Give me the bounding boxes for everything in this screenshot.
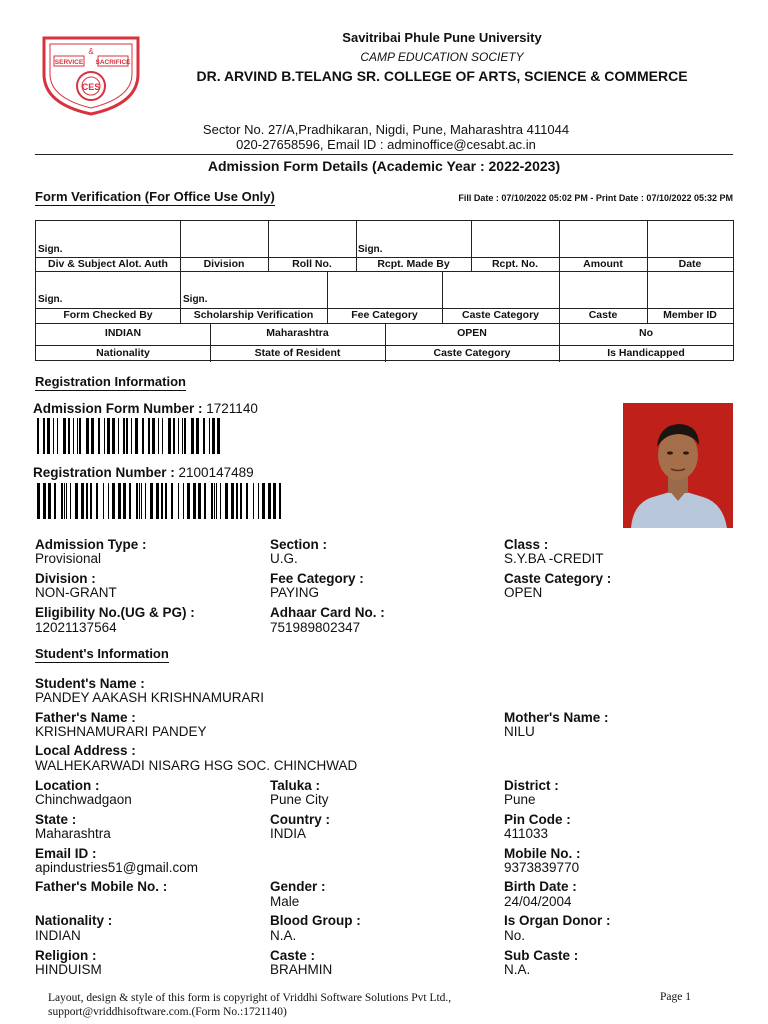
email-label: Email ID : bbox=[35, 846, 97, 861]
barcode-bar bbox=[68, 418, 70, 454]
col-label: Caste Category bbox=[461, 309, 540, 321]
col-label: Date bbox=[678, 258, 702, 270]
barcode-bar bbox=[178, 418, 179, 454]
eligibility-value: 12021137564 bbox=[35, 620, 117, 635]
registration-number bbox=[33, 465, 254, 480]
state-field-value: Maharashtra bbox=[35, 826, 111, 841]
barcode-bar bbox=[178, 483, 179, 519]
verification-title: Form Verification (For Office Use Only) bbox=[35, 189, 275, 204]
local-address-label: Local Address : bbox=[35, 743, 136, 758]
col-label: Fee Category bbox=[351, 309, 418, 321]
university-name: Savitribai Phule Pune University bbox=[342, 30, 542, 45]
barcode-bar bbox=[104, 418, 105, 454]
col-label: Caste Category bbox=[433, 347, 511, 359]
barcode-bar bbox=[187, 483, 190, 519]
barcode-bar bbox=[75, 483, 78, 519]
father-name-label: Father's Name : bbox=[35, 710, 136, 725]
student-name-value: PANDEY AAKASH KRISHNAMURARI bbox=[35, 690, 265, 705]
barcode-bar bbox=[123, 483, 126, 519]
admission-form-label: Admission Form Number : bbox=[33, 401, 203, 416]
barcode-bar bbox=[145, 483, 146, 519]
barcode-bar bbox=[126, 418, 128, 454]
nationality-field-value: INDIAN bbox=[35, 928, 81, 943]
admission-type-label: Admission Type : bbox=[35, 537, 147, 552]
registration-label: Registration Number : bbox=[33, 465, 175, 480]
col-label: Form Checked By bbox=[63, 309, 153, 321]
barcode-bar bbox=[61, 483, 63, 519]
district-value: Pune bbox=[504, 792, 536, 807]
division-label: Division : bbox=[35, 571, 96, 586]
barcode-bar bbox=[107, 418, 110, 454]
barcode-bar bbox=[96, 483, 98, 519]
barcode-bar bbox=[123, 418, 125, 454]
admission-form-barcode bbox=[37, 418, 225, 454]
barcode-bar bbox=[165, 483, 167, 519]
barcode-bar bbox=[212, 418, 215, 454]
footer-line-2: support@vriddhisoftware.com.(Form No.:1721140) bbox=[48, 1006, 287, 1018]
barcode-bar bbox=[70, 483, 71, 519]
section-value: U.G. bbox=[270, 551, 298, 566]
barcode-bar bbox=[203, 418, 205, 454]
location-value: Chinchwadgaon bbox=[35, 792, 132, 807]
taluka-label: Taluka : bbox=[270, 778, 321, 793]
email-value: apindustries51@gmail.com bbox=[35, 860, 199, 875]
address-line-2: 020-27658596, Email ID : adminoffice@cesabt.ac.in bbox=[236, 137, 536, 152]
barcode-bar bbox=[196, 418, 199, 454]
mobile-label: Mobile No. : bbox=[504, 846, 581, 861]
taluka-value: Pune City bbox=[270, 792, 329, 807]
barcode-bar bbox=[279, 483, 281, 519]
office-use-table bbox=[35, 220, 734, 361]
mobile-value: 9373839770 bbox=[504, 860, 580, 875]
sub-caste-value: N.A. bbox=[504, 962, 531, 977]
barcode-bar bbox=[79, 418, 81, 454]
barcode-bar bbox=[268, 483, 271, 519]
col-label: Roll No. bbox=[292, 258, 332, 270]
barcode-bar bbox=[162, 418, 163, 454]
mother-name-value: NILU bbox=[504, 724, 535, 739]
barcode-bar bbox=[47, 418, 50, 454]
barcode-bar bbox=[209, 418, 210, 454]
col-label: Scholarship Verification bbox=[193, 309, 314, 321]
barcode-bar bbox=[54, 483, 56, 519]
barcode-bar bbox=[108, 483, 109, 519]
logo-text-service: SERVICE bbox=[54, 59, 84, 66]
caste-category-field-value: OPEN bbox=[504, 585, 543, 600]
college-name: DR. ARVIND B.TELANG SR. COLLEGE OF ARTS, SCIENCE & COMMERCE bbox=[196, 68, 688, 84]
barcode-bar bbox=[182, 418, 183, 454]
adhaar-value: 751989802347 bbox=[270, 620, 361, 635]
registration-barcode bbox=[37, 483, 287, 519]
barcode-bar bbox=[98, 418, 100, 454]
organ-donor-label: Is Organ Donor : bbox=[504, 913, 611, 928]
barcode-bar bbox=[253, 483, 254, 519]
admission-form-value: 1721140 bbox=[206, 401, 258, 416]
barcode-bar bbox=[173, 418, 175, 454]
caste-category-value: OPEN bbox=[457, 327, 487, 339]
col-label: Amount bbox=[583, 258, 623, 270]
barcode-bar bbox=[158, 418, 159, 454]
barcode-bar bbox=[141, 483, 142, 519]
barcode-bar bbox=[217, 418, 220, 454]
form-title: Admission Form Details (Academic Year : 2022-2023) bbox=[207, 158, 561, 174]
admission-type-value: Provisional bbox=[35, 551, 102, 566]
religion-label: Religion : bbox=[35, 948, 97, 963]
sub-caste-label: Sub Caste : bbox=[504, 948, 579, 963]
adhaar-label: Adhaar Card No. : bbox=[270, 605, 385, 620]
pin-code-value: 411033 bbox=[504, 826, 549, 841]
section-label: Section : bbox=[270, 537, 328, 552]
barcode-bar bbox=[81, 483, 84, 519]
barcode-bar bbox=[73, 418, 74, 454]
registration-title: Registration Information bbox=[35, 374, 186, 389]
page-number: Page 1 bbox=[660, 991, 691, 1003]
barcode-bar bbox=[43, 483, 46, 519]
footer-line-1: Layout, design & style of this form is copyright of Vriddhi Software Solutions Pvt Ltd., bbox=[48, 992, 452, 1004]
state-label: State : bbox=[35, 812, 77, 827]
student-name-label: Student's Name : bbox=[35, 676, 145, 691]
student-info-title: Student's Information bbox=[35, 646, 169, 661]
logo-amp: & bbox=[88, 47, 94, 56]
barcode-bar bbox=[273, 483, 276, 519]
barcode-bar bbox=[184, 418, 186, 454]
local-address-value: WALHEKARWADI NISARG HSG SOC. CHINCHWAD bbox=[35, 758, 358, 773]
gender-value: Male bbox=[270, 894, 300, 909]
barcode-bar bbox=[103, 483, 104, 519]
barcode-bar bbox=[156, 483, 159, 519]
barcode-bar bbox=[152, 418, 155, 454]
barcode-bar bbox=[150, 483, 153, 519]
barcode-bar bbox=[48, 483, 51, 519]
barcode-bar bbox=[191, 418, 194, 454]
col-label: Division bbox=[203, 258, 245, 270]
gender-label: Gender : bbox=[270, 879, 326, 894]
admission-form-number bbox=[33, 401, 258, 416]
fill-print-date: Fill Date : 07/10/2022 05:02 PM - Print Date : 07/10/2022 05:32 PM bbox=[458, 193, 733, 203]
class-label: Class : bbox=[504, 537, 549, 552]
country-value: INDIA bbox=[270, 826, 307, 841]
barcode-bar bbox=[112, 418, 115, 454]
barcode-bar bbox=[262, 483, 265, 519]
registration-value: 2100147489 bbox=[178, 465, 254, 480]
col-label: Member ID bbox=[663, 309, 717, 321]
barcode-bar bbox=[118, 483, 121, 519]
barcode-bar bbox=[236, 483, 238, 519]
barcode-bar bbox=[37, 418, 39, 454]
class-value: S.Y.BA -CREDIT bbox=[504, 551, 604, 566]
father-mobile-label: Father's Mobile No. : bbox=[35, 879, 168, 894]
nationality-label: Nationality : bbox=[35, 913, 113, 928]
logo-text-sacrifice: SACRIFICE bbox=[95, 59, 131, 66]
barcode-bar bbox=[231, 483, 234, 519]
caste-category-label: Caste Category : bbox=[504, 571, 612, 586]
pin-code-label: Pin Code : bbox=[504, 812, 571, 827]
barcode-bar bbox=[246, 483, 248, 519]
state-value: Maharashtra bbox=[266, 327, 329, 339]
col-label: Rcpt. Made By bbox=[377, 258, 450, 270]
barcode-bar bbox=[118, 418, 119, 454]
header-divider bbox=[35, 154, 733, 155]
barcode-bar bbox=[171, 483, 173, 519]
col-label: State of Resident bbox=[254, 347, 341, 359]
barcode-bar bbox=[135, 418, 138, 454]
barcode-bar bbox=[90, 483, 92, 519]
blood-group-label: Blood Group : bbox=[270, 913, 361, 928]
barcode-bar bbox=[129, 483, 131, 519]
col-label: Nationality bbox=[96, 347, 150, 359]
barcode-bar bbox=[168, 418, 171, 454]
barcode-bar bbox=[240, 483, 242, 519]
col-label: Div & Subject Alot. Auth bbox=[48, 258, 168, 270]
barcode-bar bbox=[220, 483, 221, 519]
barcode-bar bbox=[43, 418, 45, 454]
organ-donor-value: No. bbox=[504, 928, 526, 943]
barcode-bar bbox=[183, 483, 184, 519]
eligibility-label: Eligibility No.(UG & PG) : bbox=[35, 605, 195, 620]
barcode-bar bbox=[57, 418, 58, 454]
location-label: Location : bbox=[35, 778, 100, 793]
district-label: District : bbox=[504, 778, 559, 793]
caste-label: Caste : bbox=[270, 948, 316, 963]
table-line bbox=[36, 271, 733, 272]
barcode-bar bbox=[225, 483, 228, 519]
sign-label: Sign. bbox=[183, 294, 208, 305]
barcode-bar bbox=[66, 483, 67, 519]
fee-category-value: PAYING bbox=[270, 585, 320, 600]
barcode-bar bbox=[37, 483, 40, 519]
birth-date-label: Birth Date : bbox=[504, 879, 577, 894]
address-line-1: Sector No. 27/A,Pradhikaran, Nigdi, Pune, Maharashtra 411044 bbox=[202, 122, 570, 137]
birth-date-value: 24/04/2004 bbox=[504, 894, 572, 909]
logo-text-ces: CES bbox=[81, 82, 101, 92]
country-label: Country : bbox=[270, 812, 330, 827]
barcode-bar bbox=[63, 418, 66, 454]
barcode-bar bbox=[193, 483, 196, 519]
sign-label: Sign. bbox=[38, 294, 63, 305]
caste-value: BRAHMIN bbox=[270, 962, 333, 977]
fee-category-label: Fee Category : bbox=[270, 571, 364, 586]
barcode-bar bbox=[53, 418, 54, 454]
blood-group-value: N.A. bbox=[270, 928, 297, 943]
barcode-bar bbox=[131, 418, 132, 454]
barcode-bar bbox=[142, 418, 144, 454]
sign-label: Sign. bbox=[358, 244, 383, 255]
barcode-bar bbox=[64, 483, 65, 519]
barcode-bar bbox=[161, 483, 163, 519]
col-label: Rcpt. No. bbox=[491, 258, 539, 270]
barcode-bar bbox=[139, 483, 140, 519]
barcode-bar bbox=[204, 483, 206, 519]
barcode-bar bbox=[112, 483, 115, 519]
barcode-bar bbox=[258, 483, 259, 519]
barcode-bar bbox=[136, 483, 138, 519]
barcode-bar bbox=[77, 418, 78, 454]
father-name-value: KRISHNAMURARI PANDEY bbox=[35, 724, 207, 739]
col-label: Is Handicapped bbox=[607, 347, 685, 359]
handicapped-value: No bbox=[639, 327, 653, 339]
mother-name-label: Mother's Name : bbox=[504, 710, 609, 725]
barcode-bar bbox=[86, 418, 89, 454]
division-value: NON-GRANT bbox=[35, 585, 117, 600]
barcode-bar bbox=[214, 483, 215, 519]
barcode-bar bbox=[86, 483, 88, 519]
religion-value: HINDUISM bbox=[35, 962, 102, 977]
society-name: CAMP EDUCATION SOCIETY bbox=[360, 50, 524, 64]
student-photo bbox=[623, 403, 733, 528]
barcode-bar bbox=[91, 418, 94, 454]
barcode-bar bbox=[216, 483, 217, 519]
barcode-bar bbox=[148, 418, 150, 454]
sign-label: Sign. bbox=[38, 244, 63, 255]
nationality-value: INDIAN bbox=[104, 327, 142, 339]
footer-copyright bbox=[48, 991, 451, 1019]
barcode-bar bbox=[211, 483, 213, 519]
col-label: Caste bbox=[588, 309, 618, 321]
barcode-bar bbox=[198, 483, 201, 519]
